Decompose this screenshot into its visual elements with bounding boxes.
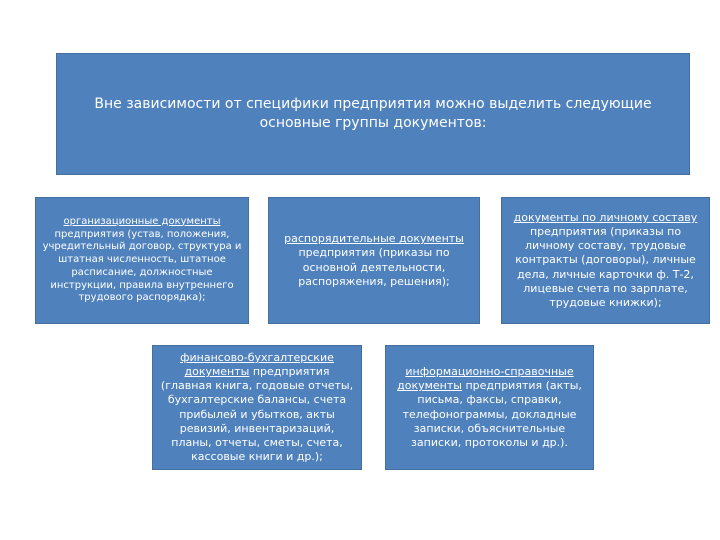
administrative-documents-box xyxy=(268,197,480,324)
group-description: предприятия (приказы по основной деятельности, распоряжения, решения); xyxy=(298,246,450,288)
header-line-1: Вне зависимости от специфики предприятия можно выделить следующие xyxy=(94,96,652,113)
group-title: распорядительные документы xyxy=(284,232,464,246)
group-title: документы по личному составу xyxy=(513,211,698,225)
group-title: информационно-справочные документы xyxy=(397,365,574,393)
personnel-documents-box xyxy=(501,197,710,324)
header-text xyxy=(74,95,671,133)
reference-information-documents-box xyxy=(385,345,594,470)
group-description: предприятия (главная книга, годовые отчеты, бухгалтерские балансы, счета прибылей и убытков, акты ревизий, инвентаризаций, планы, отчеты, сметы, счета, кассовые книги и др.); xyxy=(160,365,354,463)
group-description: предприятия (приказы по личному составу, трудовые контракты (договоры), личные дела, личные карточки ф. Т-2, лицевые счета по зарплате, трудовые книжки); xyxy=(515,225,696,309)
group-description: предприятия (акты, письма, факсы, справки, телефонограммы, докладные записки, объяснительные записки, протоколы и др.). xyxy=(402,379,582,449)
group-title: организационные документы xyxy=(63,215,221,227)
financial-accounting-documents-box xyxy=(152,345,362,470)
header-line-2: основные группы документов: xyxy=(259,115,487,131)
organizational-documents-box xyxy=(35,197,249,324)
group-description: предприятия (устав, положения, учредительный договор, структура и штатная численность, штатное расписание, должностные инструкции, правила внутреннего трудового распорядка); xyxy=(42,228,242,304)
header-box xyxy=(56,53,690,175)
group-title: финансово-бухгалтерские документы xyxy=(180,351,334,379)
